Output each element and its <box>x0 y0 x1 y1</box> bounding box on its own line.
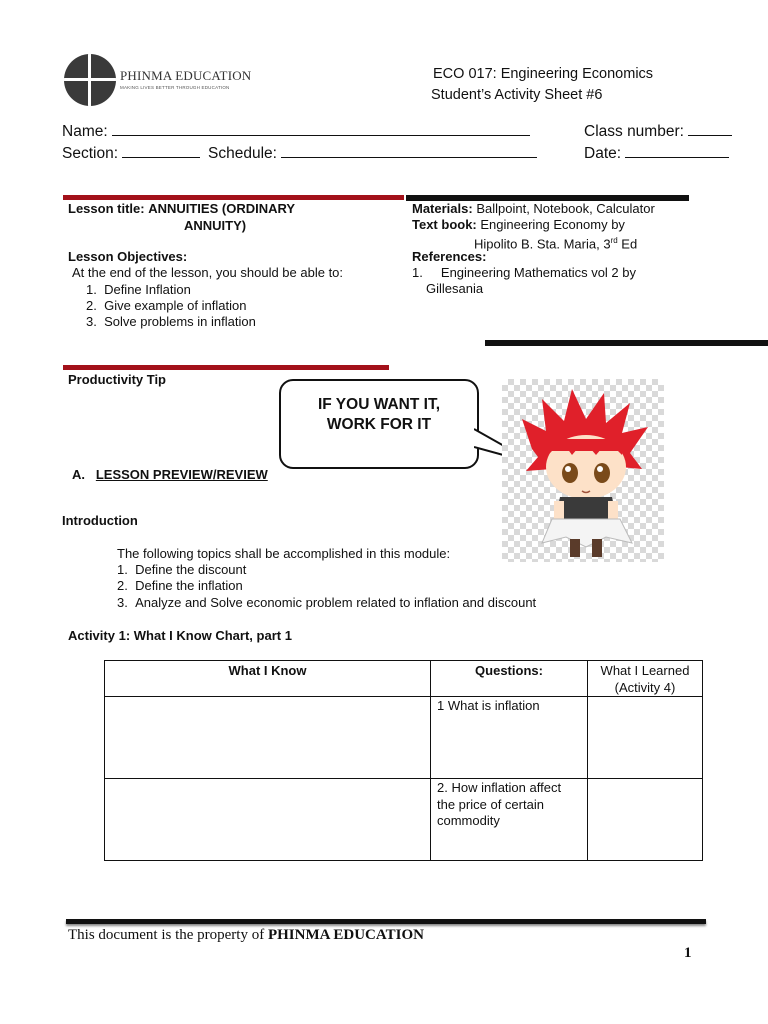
textbook-value-2: Hipolito B. Sta. Maria, 3 <box>474 236 611 252</box>
footer-prefix: This document is the property of <box>68 927 268 943</box>
question-cell <box>431 779 588 861</box>
class-number-blank[interactable] <box>688 121 732 136</box>
column-header-what-i-learned: What I Learned (Activity 4) <box>588 661 703 697</box>
objectives-heading: Lesson Objectives: <box>68 249 188 264</box>
lesson-title-value-2: ANNUITY) <box>184 217 247 233</box>
topic-item: 3. Analyze and Solve economic problem related to inflation and discount <box>117 595 537 610</box>
activity-title: : What I Know Chart, part 1 <box>125 628 292 643</box>
objective-item: 3. Solve problems in inflation <box>86 314 256 329</box>
tip-text <box>281 395 477 435</box>
footer-text <box>68 927 424 944</box>
topic-text: Define the inflation <box>135 578 243 593</box>
what-i-learned-cell[interactable] <box>588 779 703 861</box>
class-number-field[interactable] <box>584 121 732 141</box>
productivity-tip-heading: Productivity Tip <box>68 372 166 387</box>
section-a-title: LESSON PREVIEW/REVIEW <box>95 467 268 482</box>
objectives-intro: At the end of the lesson, you should be able to: <box>72 265 344 280</box>
table-header-row <box>105 661 703 697</box>
what-i-know-chart <box>104 660 703 861</box>
tip-line-2: WORK FOR IT <box>326 416 432 433</box>
red-divider-2 <box>63 365 389 370</box>
phinma-logo <box>64 54 252 110</box>
materials <box>412 201 655 218</box>
brand-tagline: MAKING LIVES BETTER THROUGH EDUCATION <box>120 85 230 90</box>
character-illustration-icon <box>502 379 664 562</box>
question-cell <box>431 697 588 779</box>
column-header-questions: Questions: <box>431 661 588 697</box>
materials-label: Materials: <box>412 201 473 216</box>
name-label: Name: <box>62 123 108 140</box>
section-a-letter: A. <box>72 467 85 482</box>
speech-bubble <box>279 379 479 469</box>
schedule-field[interactable] <box>208 143 537 163</box>
what-i-know-cell[interactable] <box>105 697 431 779</box>
section-label: Section: <box>62 145 119 162</box>
textbook <box>412 217 625 234</box>
introduction-heading: Introduction <box>62 513 138 528</box>
objective-item: 2. Give example of inflation <box>86 298 247 313</box>
section-a-heading <box>72 467 268 484</box>
section-field[interactable] <box>62 143 200 163</box>
table-row <box>105 779 703 861</box>
lesson-title <box>68 201 378 234</box>
textbook-label: Text book: <box>412 217 477 232</box>
name-field[interactable] <box>62 121 530 141</box>
introduction-lead: The following topics shall be accomplished in this module: <box>117 546 451 561</box>
course-title: ECO 017: Engineering Economics <box>433 66 654 82</box>
textbook-author <box>474 233 637 253</box>
section-blank[interactable] <box>122 143 200 158</box>
schedule-blank[interactable] <box>281 143 537 158</box>
references-heading: References: <box>412 249 487 264</box>
textbook-value-3: Ed <box>617 236 638 252</box>
activity-1-heading <box>68 628 292 645</box>
objective-text: Solve problems in inflation <box>104 314 256 329</box>
question-text: 2. How inflation affect the price of certain commodity <box>437 780 562 828</box>
red-divider <box>63 195 404 200</box>
textbook-sup: rd <box>610 236 618 245</box>
topic-item: 2. Define the inflation <box>117 578 243 593</box>
reference-text-2: Gillesania <box>426 281 484 296</box>
brand-name: PHINMA EDUCATION <box>120 68 252 83</box>
topic-text: Analyze and Solve economic problem related to inflation and discount <box>135 595 537 610</box>
materials-value: Ballpoint, Notebook, Calculator <box>476 201 655 216</box>
what-i-know-cell[interactable] <box>105 779 431 861</box>
class-number-label: Class number: <box>584 123 684 140</box>
page-number: 1 <box>684 945 692 961</box>
topic-item: 1. Define the discount <box>117 562 247 577</box>
activity-label: Activity 1 <box>68 628 126 643</box>
logo-emblem-icon <box>64 54 116 106</box>
question-text: 1 What is inflation <box>437 698 540 713</box>
objective-text: Give example of inflation <box>104 298 247 313</box>
textbook-value-1: Engineering Economy by <box>480 217 625 232</box>
name-blank[interactable] <box>112 121 530 136</box>
column-header-what-i-know: What I Know <box>105 661 431 697</box>
sheet-title: Student’s Activity Sheet #6 <box>431 87 603 103</box>
objective-text: Define Inflation <box>104 282 191 297</box>
date-label: Date: <box>584 145 622 162</box>
objective-item: 1. Define Inflation <box>86 282 191 297</box>
lesson-title-label: Lesson title: <box>68 201 145 216</box>
anime-character-image <box>502 379 664 562</box>
topic-text: Define the discount <box>135 562 247 577</box>
tip-line-1: IF YOU WANT IT, <box>318 396 440 413</box>
table-row <box>105 697 703 779</box>
what-i-learned-cell[interactable] <box>588 697 703 779</box>
reference-text-1: Engineering Mathematics vol 2 by <box>440 265 637 280</box>
lesson-title-value-1: ANNUITIES (ORDINARY <box>148 201 296 216</box>
footer-brand: PHINMA EDUCATION <box>267 927 424 943</box>
date-blank[interactable] <box>625 143 729 158</box>
reference-item <box>412 265 636 282</box>
footer-rule <box>66 919 706 924</box>
schedule-label: Schedule: <box>208 145 277 162</box>
date-field[interactable] <box>584 143 729 163</box>
black-divider-2 <box>485 340 768 346</box>
reference-number: 1. <box>412 265 423 280</box>
